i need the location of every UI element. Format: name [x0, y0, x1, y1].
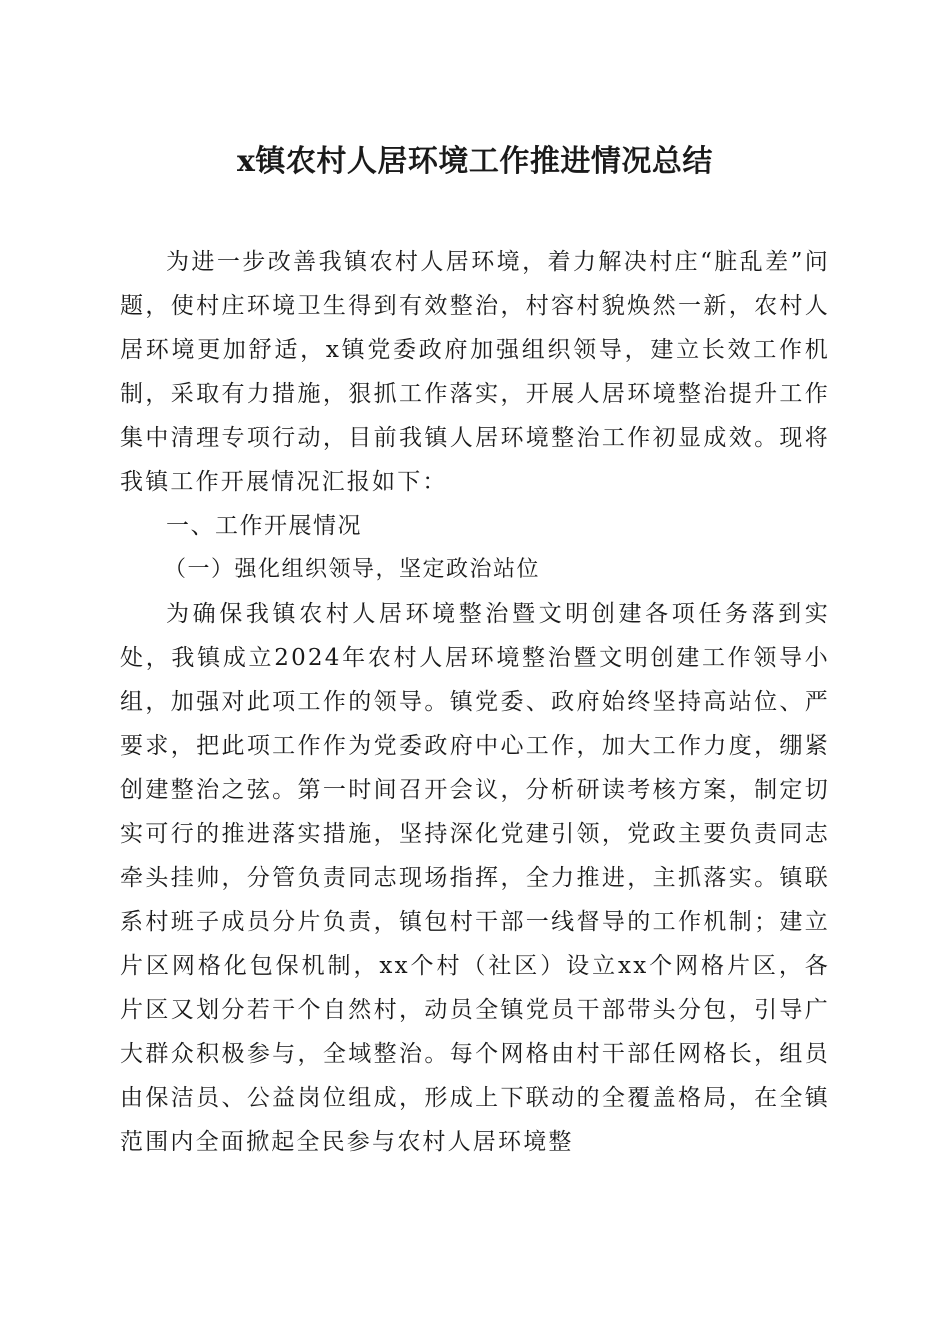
document-title: x镇农村人居环境工作推进情况总结: [237, 144, 713, 179]
subsection-body-paragraph: 为确保我镇农村人居环境整治暨文明创建各项任务落到实处，我镇成立2024年农村人居环境整治暨文明创建工作领导小组，加强对此项工作的领导。镇党委、政府始终坚持高站位、严要求，把此项工作作为党委政府中心工作，加大工作力度，绷紧创建整治之弦。第一时间召开会议，分析研读考核方案，制定切实可行的推进落实措施，坚持深化党建引领，党政主要负责同志牵头挂帅，分管负责同志现场指挥，全力推进，主抓落实。镇联系村班子成员分片负责，镇包村干部一线督导的工作机制；建立片区网格化包保机制，xx个村（社区）设立xx个网格片区，各片区又划分若干个自然村，动员全镇党员干部带头分包，引导广大群众积极参与，全域整治。每个网格由村干部任网格长，组员由保洁员、公益岗位组成，形成上下联动的全覆盖格局，在全镇范围内全面掀起全民参与农村人居环境整: [120, 601, 830, 1155]
intro-paragraph: 为进一步改善我镇农村人居环境，着力解决村庄“脏乱差”问题，使村庄环境卫生得到有效整治，村容村貌焕然一新，农村人居环境更加舒适，x镇党委政府加强组织领导，建立长效工作机制，采取有力措施，狠抓工作落实，开展人居环境整治提升工作集中清理专项行动，目前我镇人居环境整治工作初显成效。现将我镇工作开展情况汇报如下：: [120, 249, 830, 495]
subsection-heading: （一）强化组织领导，坚定政治站位: [164, 557, 541, 582]
section-heading: 一、工作开展情况: [166, 513, 362, 539]
document-page: [120, 138, 830, 1164]
